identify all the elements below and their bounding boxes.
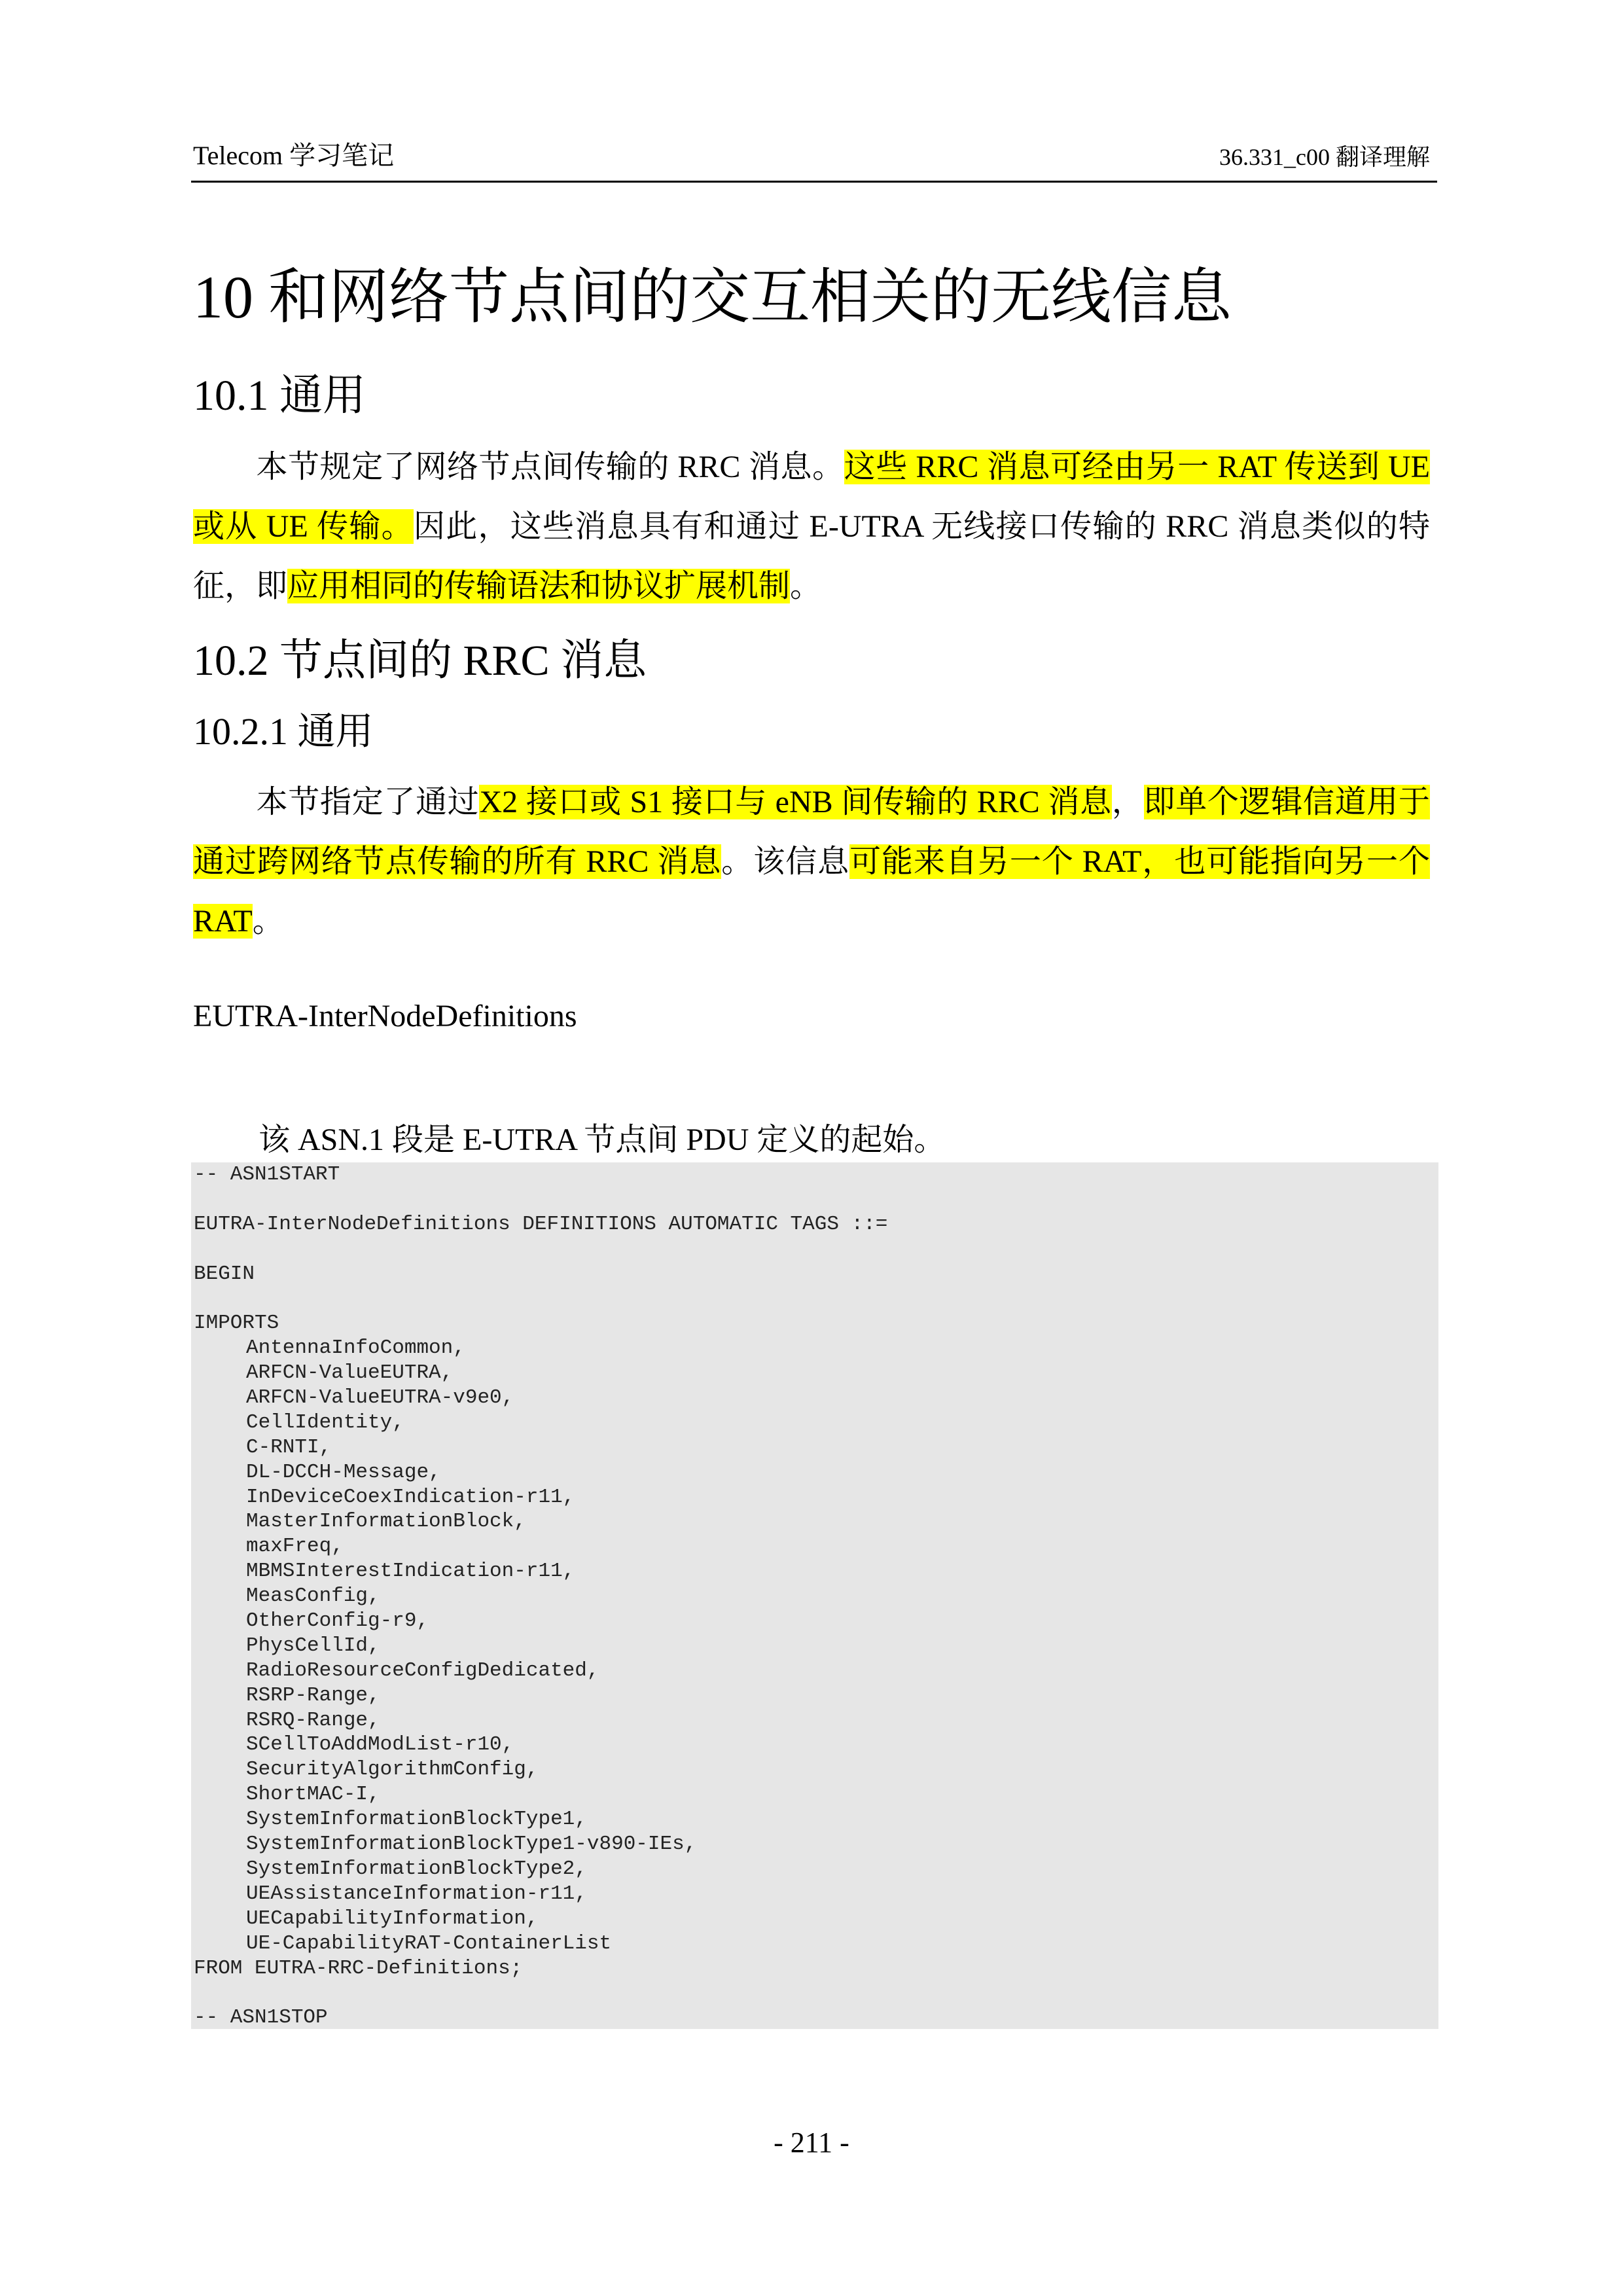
code-line: RSRQ-Range, — [246, 1708, 380, 1732]
header-left-title: Telecom 学习笔记 — [193, 141, 395, 170]
code-line: RadioResourceConfigDedicated, — [246, 1659, 599, 1682]
paragraph-text: ， — [1111, 785, 1144, 819]
header-divider — [191, 181, 1437, 183]
section-10-1-heading: 10.1 通用 — [193, 372, 366, 420]
paragraph-text: 。该信息 — [721, 844, 850, 879]
asn1-intro-text: 该 ASN.1 段是 E-UTRA 节点间 PDU 定义的起始。 — [259, 1122, 946, 1157]
code-line: -- ASN1STOP — [194, 2006, 328, 2029]
code-line: SecurityAlgorithmConfig, — [246, 1758, 539, 1782]
code-line: InDeviceCoexIndication-r11, — [246, 1485, 575, 1509]
code-line: OtherConfig-r9, — [246, 1609, 429, 1633]
code-line — [191, 1286, 1438, 1311]
code-line: DL-DCCH-Message, — [246, 1460, 441, 1484]
code-line: RSRP-Range, — [246, 1683, 380, 1707]
asn1-module-name: EUTRA-InterNodeDefinitions — [193, 999, 577, 1033]
paragraph-text: 。 — [252, 904, 284, 939]
code-line: SystemInformationBlockType1, — [246, 1808, 587, 1831]
code-line: MeasConfig, — [246, 1585, 380, 1608]
code-line: MBMSInterestIndication-r11, — [246, 1560, 575, 1583]
highlighted-text: 应用相同的传输语法和协议扩展机制 — [287, 569, 791, 603]
section-10-2-heading: 10.2 节点间的 RRC 消息 — [193, 637, 647, 685]
code-line — [191, 1237, 1438, 1262]
code-line: CellIdentity, — [246, 1410, 404, 1434]
code-line: maxFreq, — [246, 1535, 344, 1558]
paragraph-text: 。 — [790, 569, 822, 603]
highlighted-text: 这些 RRC 消息可经由另一 RAT 传送到 UE 或从 UE 传输。 — [193, 450, 1430, 544]
code-line: ShortMAC-I, — [246, 1783, 380, 1806]
header-right-title: 36.331_c00 翻译理解 — [1219, 144, 1430, 170]
code-line: SystemInformationBlockType1-v890-IEs, — [246, 1833, 697, 1856]
code-line: UEAssistanceInformation-r11, — [246, 1882, 587, 1905]
chapter-heading: 10 和网络节点间的交互相关的无线信息 — [193, 264, 1232, 331]
section-10-2-1-heading: 10.2.1 通用 — [193, 710, 374, 753]
paragraph-text: 本节指定了通过 — [256, 785, 480, 819]
page-number: - 211 - — [774, 2126, 849, 2159]
code-line: ARFCN-ValueEUTRA-v9e0, — [246, 1386, 514, 1410]
code-line: SCellToAddModList-r10, — [246, 1733, 514, 1757]
code-line: UECapabilityInformation, — [246, 1907, 539, 1930]
code-line: C-RNTI, — [246, 1435, 332, 1459]
asn1-code-block — [191, 1162, 1438, 2029]
paragraph-text: 因此，这些消息具有和通过 E-UTRA 无线接口传输的 RRC 消息类似的特征，即 — [193, 509, 1430, 603]
code-line: ARFCN-ValueEUTRA, — [246, 1361, 454, 1385]
code-line: AntennaInfoCommon, — [246, 1336, 465, 1360]
code-line: EUTRA-InterNodeDefinitions DEFINITIONS AUTOMATIC TAGS ::= — [194, 1212, 888, 1236]
highlighted-text: 即单个逻辑信道用于通过跨网络节点传输的所有 RRC 消息 — [193, 785, 1430, 879]
code-line: UE-CapabilityRAT-ContainerList — [246, 1931, 612, 1955]
code-line — [191, 1981, 1438, 2005]
code-line: MasterInformationBlock, — [246, 1510, 526, 1534]
code-line: PhysCellId, — [246, 1634, 380, 1657]
section-10-1-paragraph — [193, 437, 1430, 616]
code-line: SystemInformationBlockType2, — [246, 1857, 587, 1880]
paragraph-text: 本节规定了网络节点间传输的 RRC 消息。 — [256, 450, 844, 484]
code-line: IMPORTS — [194, 1312, 279, 1335]
highlighted-text: X2 接口或 S1 接口与 eNB 间传输的 RRC 消息 — [479, 785, 1112, 819]
code-line: -- ASN1START — [194, 1163, 340, 1186]
code-line — [191, 1187, 1438, 1212]
code-line: BEGIN — [194, 1262, 255, 1285]
code-line: FROM EUTRA-RRC-Definitions; — [194, 1956, 523, 1980]
highlighted-text: 可能来自另一个 RAT，也可能指向另一个 RAT — [193, 844, 1430, 939]
section-10-2-1-paragraph — [193, 772, 1430, 951]
